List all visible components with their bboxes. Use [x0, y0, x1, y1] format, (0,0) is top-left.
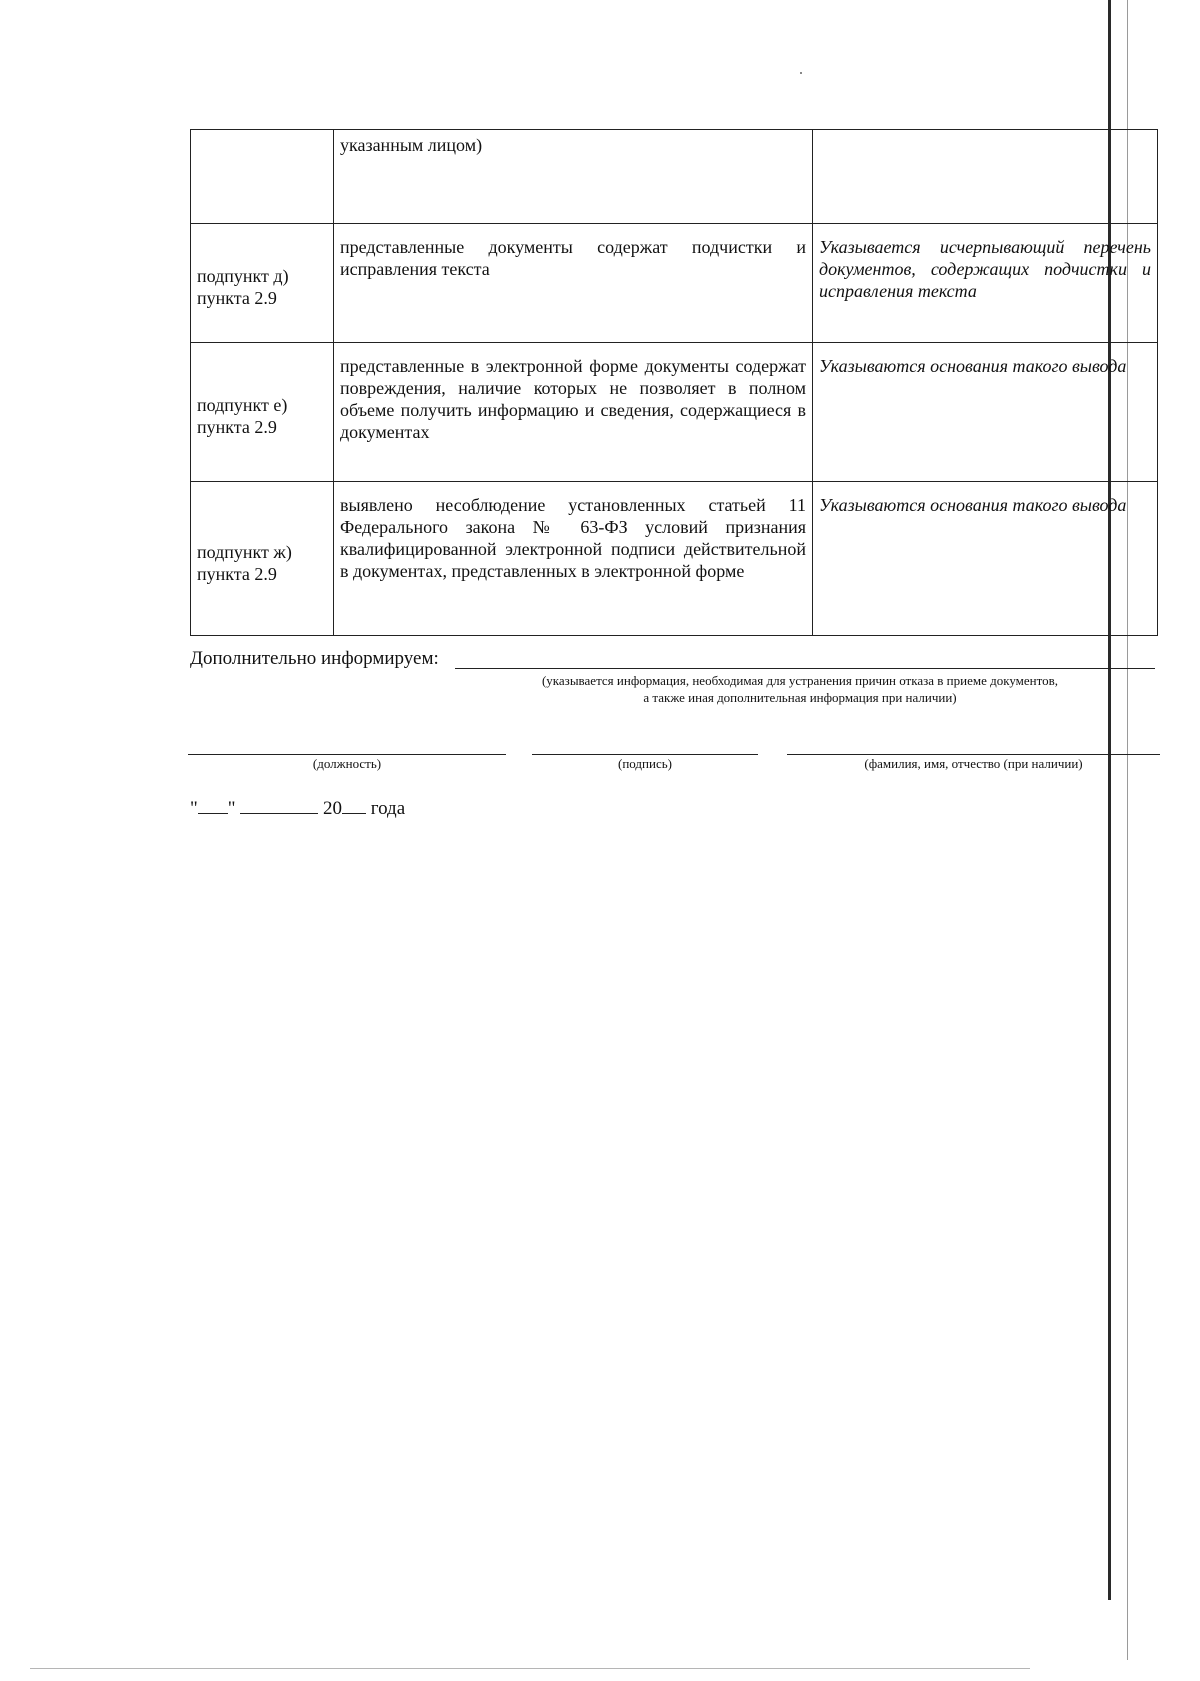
date-line [190, 795, 405, 820]
table-row [191, 130, 1158, 224]
ground-subclause: подпункт ж) [197, 541, 292, 562]
ground-clause: пункта 2.9 [197, 417, 277, 437]
explanation-cell: Указываются основания такого вывода [813, 343, 1158, 482]
additional-info-hint-line: (указывается информация, необходимая для устранения причин отказа в приеме документов, [541, 673, 1059, 688]
explanation-cell: Указывается исчерпывающий перечень документов, содержащих подчистки и исправления текста [813, 224, 1158, 343]
additional-info-hint-line: а также иная дополнительная информация при наличии) [643, 690, 957, 705]
explanation-cell: Указываются основания такого вывода [813, 482, 1158, 636]
year-suffix: года [370, 798, 406, 819]
quote-close: " [227, 798, 236, 819]
reason-cell: выявлено несоблюдение установленных статьей 11 Федерального закона № 63-ФЗ условий признания квалифицированной электронной подписи действительной в документах, представленных в электронной форме [334, 482, 813, 636]
table-row [191, 343, 1158, 482]
quote-open: " [190, 798, 198, 819]
signature-caption: (подпись) [618, 756, 672, 771]
reason-cell: представленные документы содержат подчистки и исправления текста [334, 224, 813, 343]
explanation-cell [813, 130, 1158, 224]
ground-subclause: подпункт д) [197, 266, 289, 286]
table-row [191, 482, 1158, 636]
additional-info-hint [430, 672, 1170, 706]
reason-cell: указанным лицом) [334, 130, 813, 224]
month-blank [240, 795, 318, 814]
reason-cell: представленные в электронной форме документы содержат повреждения, наличие которых не позволяет в полном объеме получить информацию и сведения, содержащиеся в документах [334, 343, 813, 482]
ground-subclause: подпункт е) [197, 395, 288, 415]
ground-cell [191, 224, 334, 343]
ground-cell [191, 343, 334, 482]
ground-cell [191, 482, 334, 636]
position-caption: (должность) [312, 756, 382, 771]
name-fill-line [787, 754, 1160, 755]
refusal-grounds-table [190, 129, 1158, 636]
year-blank [342, 795, 366, 814]
year-prefix: 20 [323, 798, 343, 819]
ground-clause: пункта 2.9 [197, 563, 277, 584]
ground-clause: пункта 2.9 [197, 288, 277, 308]
signature-fill-line [532, 754, 758, 755]
ground-cell [191, 130, 334, 224]
position-fill-line [188, 754, 506, 755]
day-blank [198, 795, 228, 814]
scan-artifact-horizontal-line [30, 1668, 1030, 1669]
additional-info-fill-line [455, 668, 1155, 669]
scan-speck [800, 72, 802, 74]
additional-info-label: Дополнительно информируем: [190, 648, 439, 669]
name-caption: (фамилия, имя, отчество (при наличии) [864, 756, 1083, 771]
table-row [191, 224, 1158, 343]
